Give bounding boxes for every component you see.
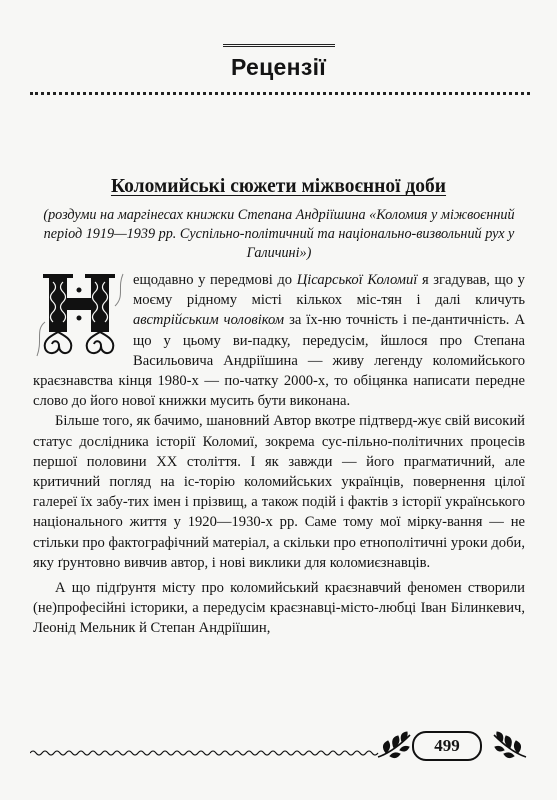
dotted-divider: [30, 92, 530, 95]
paragraph-2: Більше того, як бачимо, шановний Автор вкотре підтверд-жує свій високий статус дослідника історії Коломиї, зокрема сус-пільно-політичних процесів першої половини XX століття. І як завжди — його прагматичний, але критичний погляд на іс-торію коломийських українців, повернення цілої галереї їх забу-тих імен і прізвищ, а також подій і фактів з історії українського національного життя у 1920—1930-х рр. Саме тому мої мірку-вання — не стільки про фактографічний матеріал, а скільки про етнополітичні уроки доби, яку ґрунтовно вивчив автор, і нові виклики для коломиєзнавців.: [33, 413, 525, 571]
p1-emphasis-b: австрійським чоловіком: [133, 312, 285, 329]
p1-text-a: ещодавно у передмові до: [133, 272, 297, 288]
subtitle-suffix: »): [299, 245, 312, 261]
p1-emphasis-a: Цісарської Коломиї: [296, 272, 418, 288]
paragraph-1: [33, 270, 525, 411]
page-number: 499: [412, 731, 482, 761]
subtitle-book-title: Коломия у міжвоєнний період 1919—1939 рр. Суспільно-політичний та національно-визвольний рух у Галичині: [43, 207, 515, 261]
p1-text-b: я згадував, що у моєму рідному місті кількох міс-тян і далі кличуть: [133, 272, 525, 309]
header-double-rule: [223, 44, 335, 47]
article-body: [33, 270, 525, 639]
section-title: Рецензії: [230, 54, 327, 80]
footer-ornamental-rule: [30, 749, 392, 757]
subtitle-prefix: (роздуми на маргінесах книжки Степана Андріїшина «: [43, 207, 377, 223]
paragraph-3: А що підґрунтя місту про коломийський краєзнавчий феномен створили (не)професійні історики, а передусім краєзнавці-місто-любці Іван Білинкевич, Леонід Мельник й Степан Андріїшин,: [33, 580, 525, 637]
section-header: [0, 44, 557, 81]
decorative-dropcap: [33, 270, 127, 358]
article-subtitle: [34, 206, 524, 263]
article-title: Коломийські сюжети міжвоєнної доби: [110, 176, 447, 197]
p1-text-c: за їх-ню точність і пе-дантичність. А що у цьому ви-падку, передусім, йшлося про Степана Васильовича Андріїшина — живу легенду коломийського краєзнавства кінця 1980-х — по-чатку 2000-х, то обіцянка написати передне слово до його нової книжки мусить бути виконана.: [33, 312, 525, 410]
